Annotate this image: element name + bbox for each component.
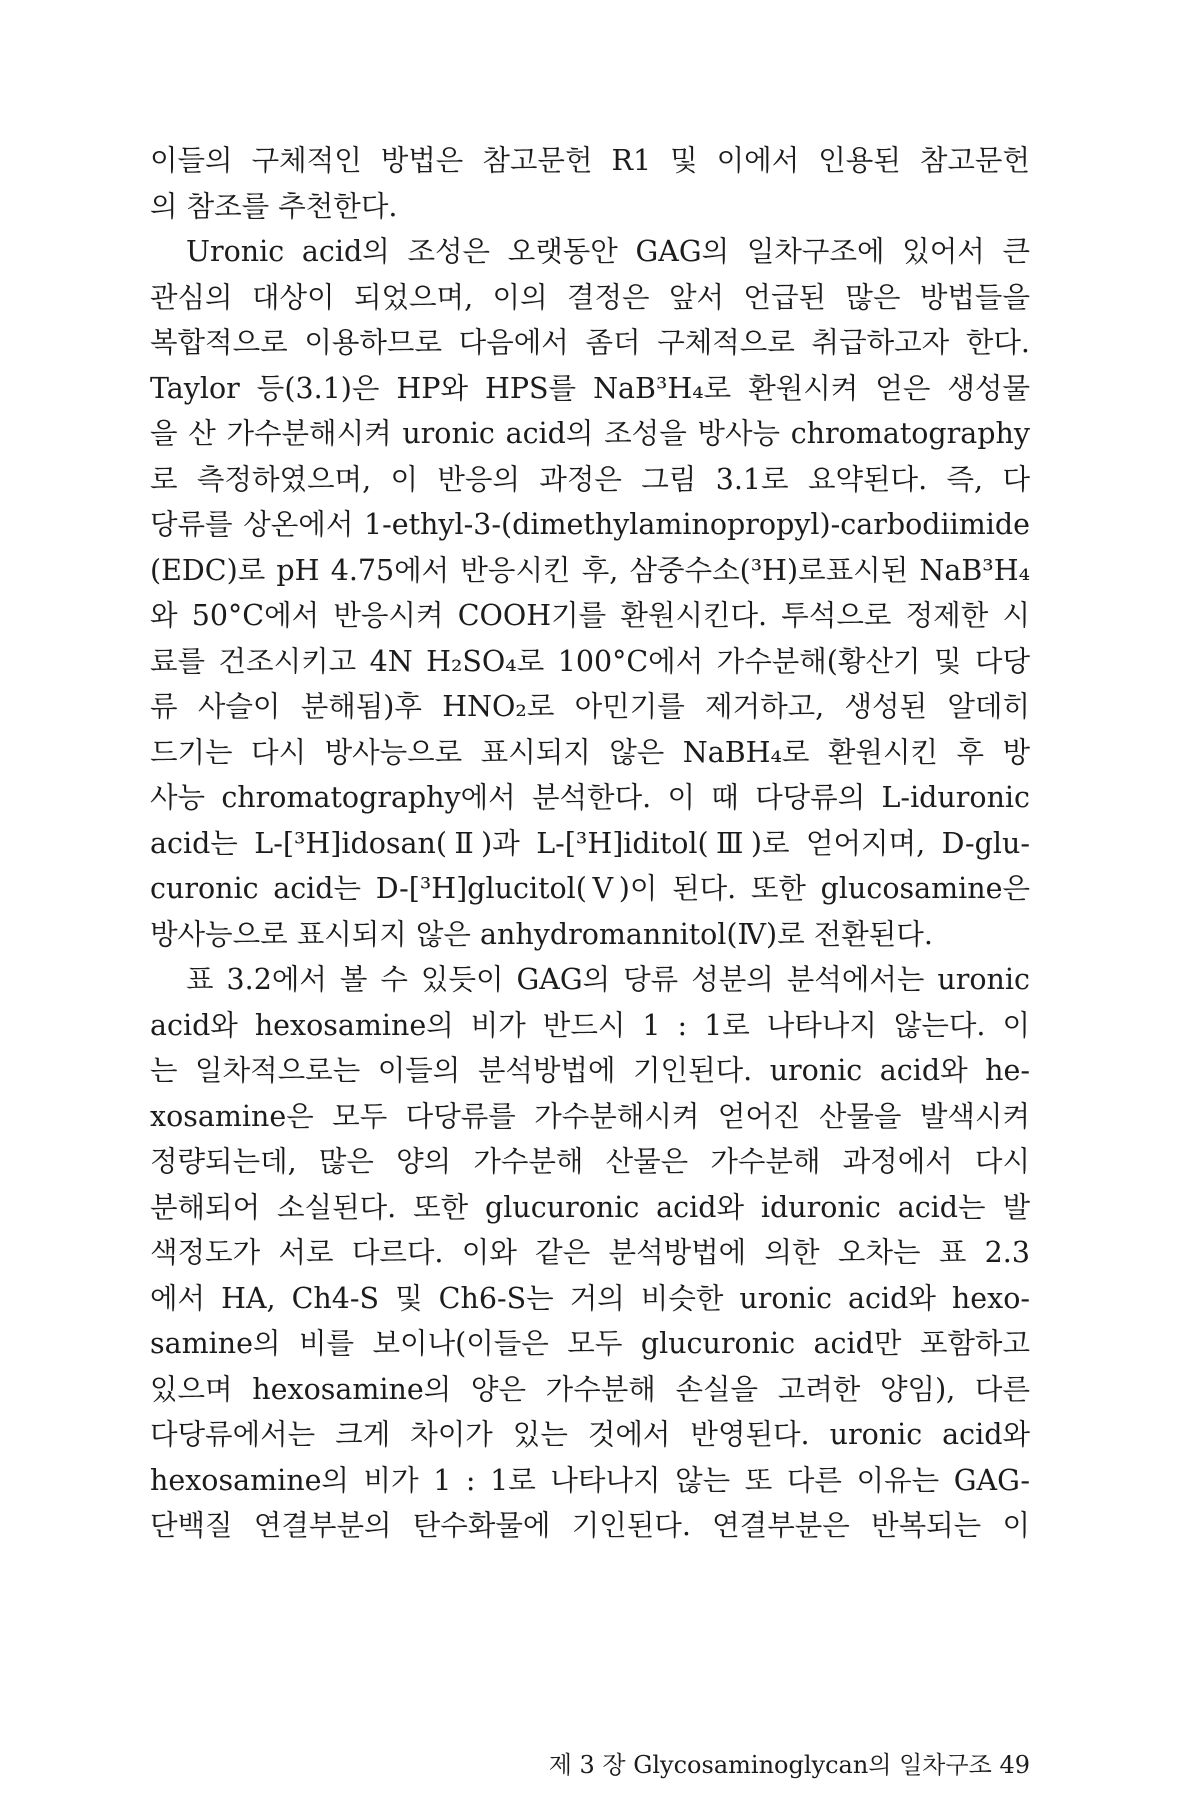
- text-line: Taylor 등(3.1)은 HP와 HPS를 NaB³H₄로 환원시켜 얻은 생성물: [150, 371, 1030, 405]
- body-text: [150, 138, 1030, 1549]
- text-line: curonic acid는 D-[³H]glucitol(Ⅴ)이 된다. 또한 glucosamine은: [150, 872, 1030, 905]
- text-line: 정량되는데, 많은 양의 가수분해 산물은 가수분해 과정에서 다시: [150, 1145, 1030, 1178]
- page-footer: 제 3 장 Glycosaminoglycan의 일차구조 49: [548, 1751, 1030, 1779]
- text-line: 관심의 대상이 되었으며, 이의 결정은 앞서 언급된 많은 방법들을: [150, 280, 1030, 314]
- text-line: 에서 HA, Ch4-S 및 Ch6-S는 거의 비슷한 uronic acid와 hexo-: [150, 1281, 1030, 1315]
- text-line: 이들의 구체적인 방법은 참고문헌 R1 및 이에서 인용된 참고문헌: [150, 144, 1030, 177]
- text-line: xosamine은 모두 다당류를 가수분해시켜 얻어진 산물을 발색시켜: [150, 1099, 1030, 1133]
- text-line: 로 측정하였으며, 이 반응의 과정은 그림 3.1로 요약된다. 즉, 다: [150, 462, 1030, 496]
- text-line: 복합적으로 이용하므로 다음에서 좀더 구체적으로 취급하고자 한다.: [150, 326, 1030, 359]
- text-line: acid는 L-[³H]idosan(Ⅱ)과 L-[³H]iditol(Ⅲ)로 얻어지며, D-glu-: [150, 826, 1030, 860]
- text-line: 드기는 다시 방사능으로 표시되지 않은 NaBH₄로 환원시킨 후 방: [150, 735, 1030, 769]
- text-line: 당류를 상온에서 1-ethyl-3-(dimethylaminopropyl)-carbodiimide: [150, 508, 1030, 541]
- text-line: 류 사슬이 분해됨)후 HNO₂로 아민기를 제거하고, 생성된 알데히: [150, 690, 1030, 723]
- text-line: 있으며 hexosamine의 양은 가수분해 손실을 고려한 양임), 다른: [150, 1372, 1030, 1406]
- text-line: 와 50°C에서 반응시켜 COOH기를 환원시킨다. 투석으로 정제한 시: [150, 599, 1030, 632]
- text-line: 색정도가 서로 다르다. 이와 같은 분석방법에 의한 오차는 표 2.3: [150, 1236, 1030, 1269]
- text-line: 단백질 연결부분의 탄수화물에 기인된다. 연결부분은 반복되는 이: [150, 1509, 1030, 1542]
- text-line: 다당류에서는 크게 차이가 있는 것에서 반영된다. uronic acid와: [150, 1418, 1030, 1451]
- text-line: acid와 hexosamine의 비가 반드시 1 : 1로 나타나지 않는다. 이: [150, 1008, 1030, 1042]
- text-line: Uronic acid의 조성은 오랫동안 GAG의 일차구조에 있어서 큰: [186, 235, 1030, 268]
- text-line: 을 산 가수분해시켜 uronic acid의 조성을 방사능 chromatography: [150, 417, 1030, 450]
- text-line: (EDC)로 pH 4.75에서 반응시킨 후, 삼중수소(³H)로표시된 NaB³H₄: [150, 553, 1030, 587]
- text-line: 방사능으로 표시되지 않은 anhydromannitol(Ⅳ)로 전환된다.: [150, 917, 933, 951]
- text-line: samine의 비를 보이나(이들은 모두 glucuronic acid만 포함하고: [150, 1327, 1030, 1360]
- text-line: 분해되어 소실된다. 또한 glucuronic acid와 iduronic acid는 발: [150, 1190, 1030, 1224]
- text-line: 사능 chromatography에서 분석한다. 이 때 다당류의 L-iduronic: [150, 781, 1030, 814]
- text-line: 의 참조를 추천한다.: [150, 189, 398, 223]
- text-line: 료를 건조시키고 4N H₂SO₄로 100°C에서 가수분해(황산기 및 다당: [150, 644, 1030, 678]
- text-line: 표 3.2에서 볼 수 있듯이 GAG의 당류 성분의 분석에서는 uronic: [186, 963, 1030, 996]
- text-line: hexosamine의 비가 1 : 1로 나타나지 않는 또 다른 이유는 GAG-: [150, 1463, 1030, 1497]
- text-line: 는 일차적으로는 이들의 분석방법에 기인된다. uronic acid와 he-: [150, 1054, 1030, 1087]
